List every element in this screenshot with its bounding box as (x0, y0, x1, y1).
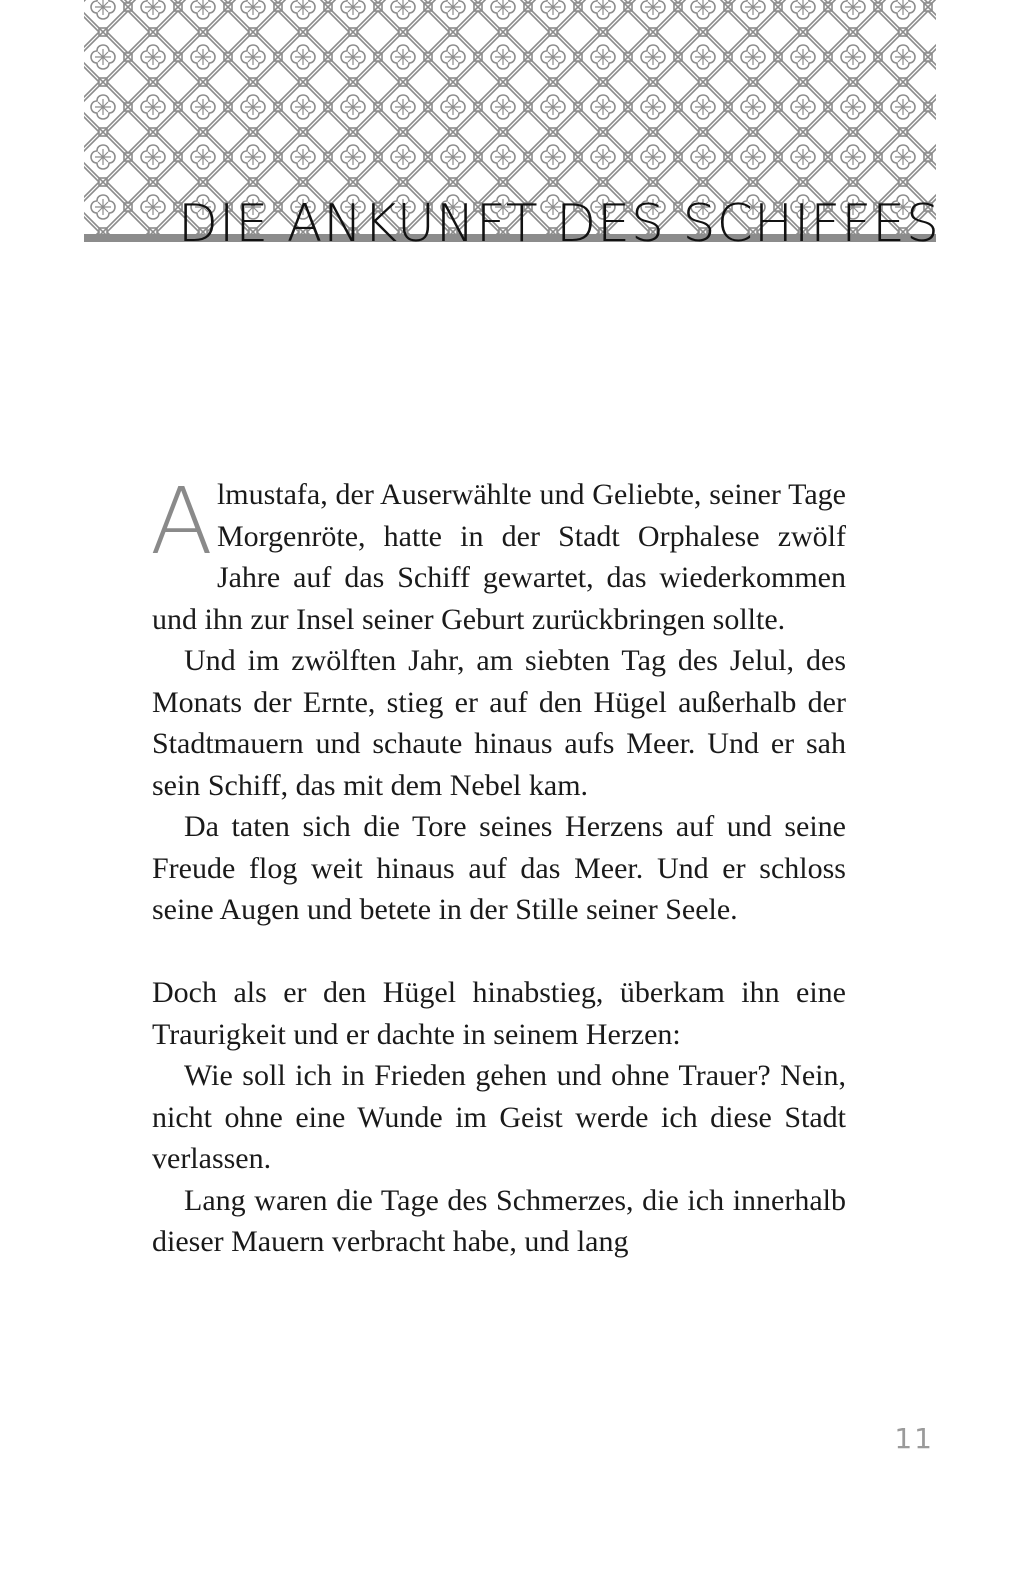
paragraph-1-text: lmustafa, der Auserwählte und Geliebte, seiner Tage Morgenröte, hatte in der Stadt Orphalese zwölf Jahre auf das Schiff gewartet, das wiederkommen und ihn zur Insel seiner Geburt zurückbringen sollte. (152, 478, 846, 636)
paragraph-2: Und im zwölften Jahr, am siebten Tag des Jelul, des Monats der Ernte, stieg er auf den Hügel außerhalb der Stadtmauern und schaute hinaus aufs Meer. Und er sah sein Schiff, das mit dem Nebel kam. (152, 644, 846, 802)
paragraph-4: Doch als er den Hügel hinabstieg, überkam ihn eine Traurigkeit und er dachte in seinem Herzen: (152, 976, 846, 1051)
paragraph-6: Lang waren die Tage des Schmerzes, die ich innerhalb dieser Mauern verbracht habe, und lang (152, 1183, 846, 1258)
chapter-title: DIE ANKUNFT DES SCHIFFES (177, 194, 940, 254)
paragraph-1 (150, 468, 846, 640)
page-number: 11 (894, 1422, 934, 1455)
paragraph-3: Da taten sich die Tore seines Herzens auf und seine Freude flog weit hinaus auf das Meer. Und er schloss seine Augen und betete in der Stille seiner Seele. (152, 810, 846, 926)
drop-cap: A (150, 468, 213, 575)
body-text (150, 468, 846, 1263)
paragraph-5: Wie soll ich in Frieden gehen und ohne Trauer? Nein, nicht ohne eine Wunde im Geist werde ich diese Stadt verlassen. (152, 1059, 846, 1175)
